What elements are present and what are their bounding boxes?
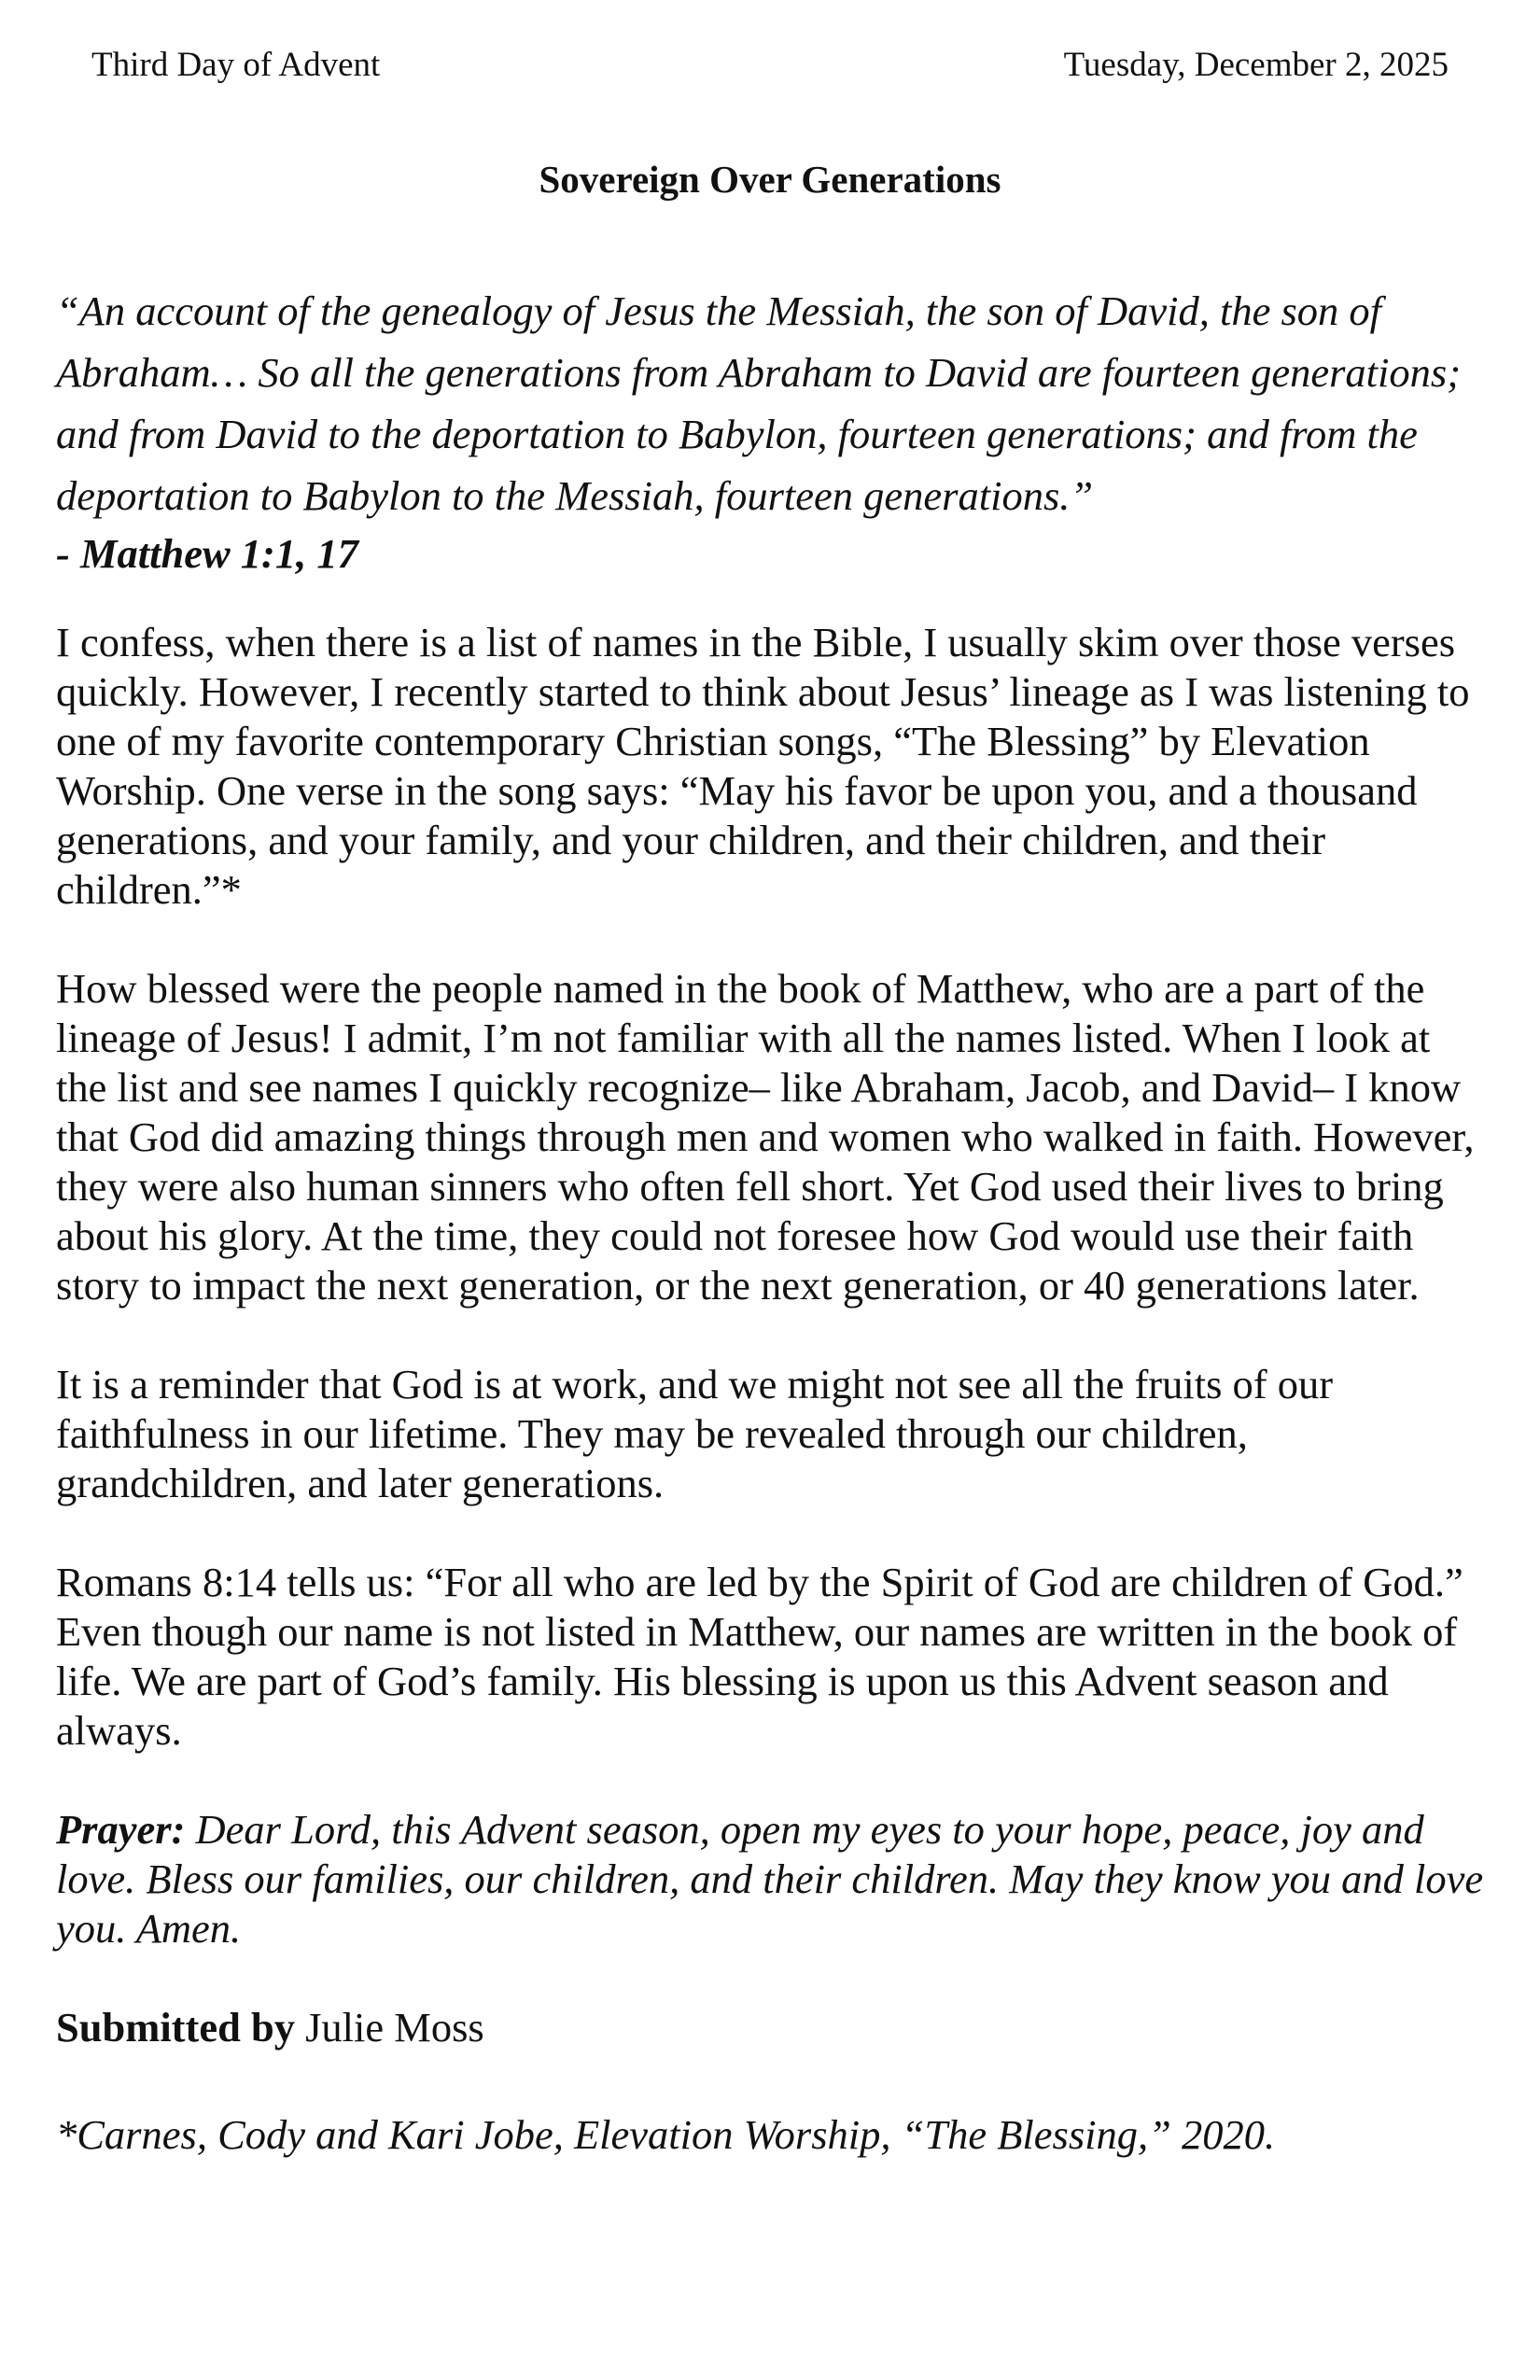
devotional-title: Sovereign Over Generations [539, 158, 1001, 201]
submitted-label: Submitted by [56, 2004, 295, 2051]
page-header [91, 45, 1449, 91]
header-day-label: Third Day of Advent [91, 46, 381, 84]
devotional-body [56, 280, 1484, 2160]
body-paragraph-3: It is a reminder that God is at work, and we might not see all the fruits of our faithfulness in our lifetime. They may be revealed through our children, grandchildren, and later generations. [56, 1361, 1334, 1506]
footnote: *Carnes, Cody and Kari Jobe, Elevation Worship, “The Blessing,” 2020. [56, 2111, 1276, 2158]
body-paragraph-4: Romans 8:14 tells us: “For all who are led by the Spirit of God are children of God.” Even though our name is not listed in Matthew, our names are written in the book of life. We are part of God’s family. His blessing is upon us this Advent season and always. [56, 1559, 1463, 1754]
prayer-label: Prayer: [56, 1806, 186, 1853]
scripture-reference: - Matthew 1:1, 17 [56, 530, 358, 577]
prayer-text: Dear Lord, this Advent season, open my eyes to your hope, peace, joy and love. Bless our families, our children, and their children. May they know you and love you. Amen. [56, 1806, 1484, 1952]
prayer [56, 1805, 1484, 1953]
submitted-by [56, 2003, 1484, 2052]
author-name: Julie Moss [305, 2004, 484, 2051]
body-paragraph-1: I confess, when there is a list of names in the Bible, I usually skim over those verses quickly. However, I recently started to think about Jesus’ lineage as I was listening to one of my favorite contemporary Christian songs, “The Blessing” by Elevation Worship. One verse in the song says: “May his favor be upon you, and a thousand generations, and your family, and your children, and their children, and their children.”* [56, 619, 1470, 913]
body-paragraph-2: How blessed were the people named in the book of Matthew, who are a part of the lineage of Jesus! I admit, I’m not familiar with all the names listed. When I look at the list and see names I quickly recognize– like Abraham, Jacob, and David– I know that God did amazing things through men and women who walked in faith. However, they were also human sinners who often fell short. Yet God used their lives to bring about his glory. At the time, they could not foresee how God would use their faith story to impact the next generation, or the next generation, or 40 generations later. [56, 965, 1475, 1309]
header-date: Tuesday, December 2, 2025 [1063, 46, 1449, 84]
scripture-quote: “An account of the genealogy of Jesus the Messiah, the son of David, the son of Abraham… So all the generations from Abraham to David are fourteen generations; and from David to the deportation to Babylon, fourteen generations; and from the deportation to Babylon to the Messiah, fourteen generations.” [56, 287, 1462, 519]
